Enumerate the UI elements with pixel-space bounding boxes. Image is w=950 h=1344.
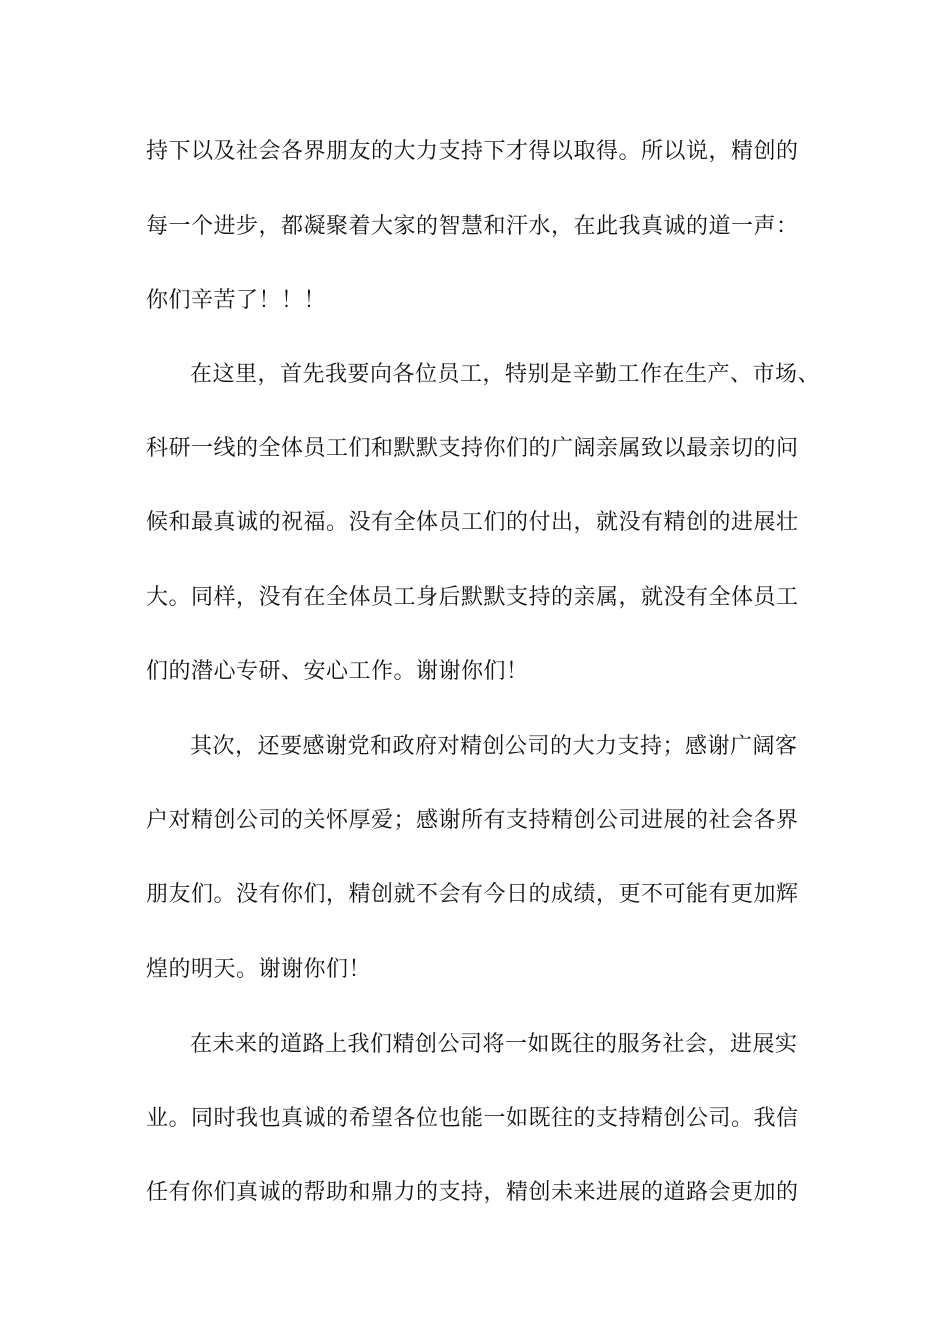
text-line: 每一个进步，都凝聚着大家的智慧和汗水，在此我真诚的道一声： <box>146 214 799 239</box>
text-line: 们的潜心专研、安心工作。谢谢你们！ <box>146 659 529 684</box>
paragraph-first-line: 其次，还要感谢党和政府对精创公司的大力支持；感谢广阔客 <box>190 734 798 759</box>
text-line: 煌的明天。谢谢你们！ <box>146 957 372 982</box>
text-line: 候和最真诚的祝福。没有全体员工们的付出，就没有精创的进展壮 <box>146 510 799 535</box>
text-line: 业。同时我也真诚的希望各位也能一如既往的支持精创公司。我信 <box>146 1106 799 1131</box>
text-line: 持下以及社会各界朋友的大力支持下才得以取得。所以说，精创的 <box>146 139 799 164</box>
paragraph-first-line: 在这里，首先我要向各位员工，特别是辛勤工作在生产、市场、 <box>190 362 821 387</box>
text-line: 你们辛苦了！！！ <box>146 288 327 313</box>
text-line: 科研一线的全体员工们和默默支持你们的广阔亲属致以最亲切的问 <box>146 436 799 461</box>
text-line: 大。同样，没有在全体员工身后默默支持的亲属，就没有全体员工 <box>146 585 799 610</box>
text-line: 朋友们。没有你们，精创就不会有今日的成绩，更不可能有更加辉 <box>146 882 799 907</box>
text-line: 户对精创公司的关怀厚爱；感谢所有支持精创公司进展的社会各界 <box>146 808 799 833</box>
text-line: 任有你们真诚的帮助和鼎力的支持，精创未来进展的道路会更加的 <box>146 1180 799 1205</box>
paragraph-first-line: 在未来的道路上我们精创公司将一如既往的服务社会，进展实 <box>190 1032 798 1057</box>
